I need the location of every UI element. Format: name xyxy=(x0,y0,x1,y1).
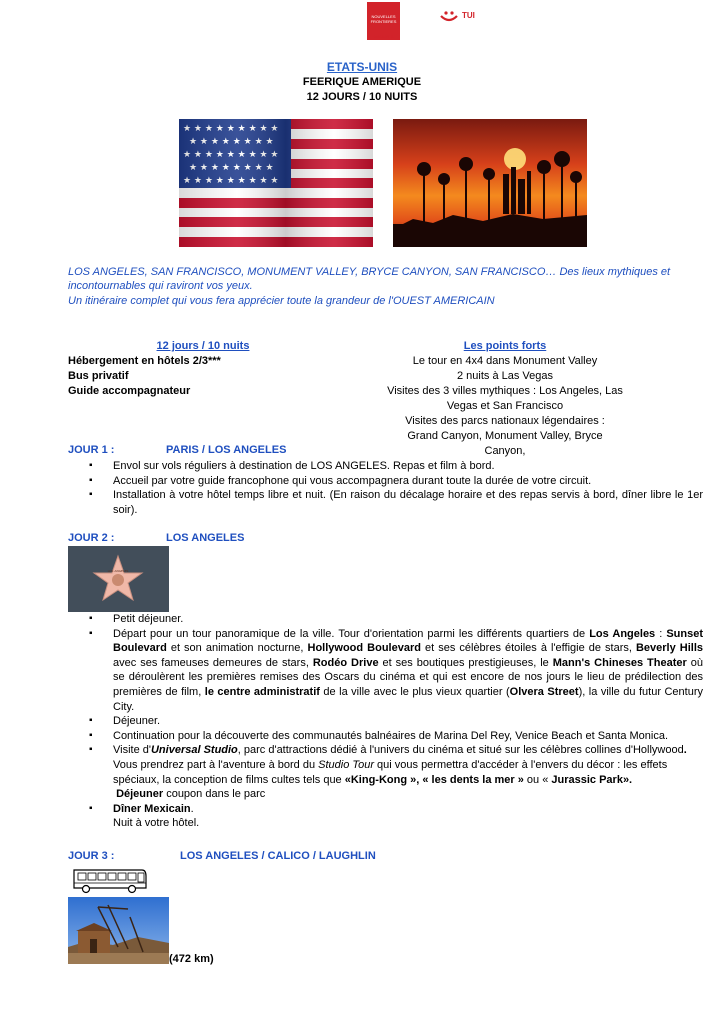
day-1-label: JOUR 1 : xyxy=(68,444,115,456)
list-item: Nuit à votre hôtel. xyxy=(113,817,200,830)
text-span: de la ville avec le plus vieux quartier ( xyxy=(319,685,510,698)
star-text: LOS ANGELES xyxy=(107,569,129,573)
day-2-heading xyxy=(68,532,244,544)
intro-subtext: Un itinéraire complet qui vous fera apprécier toute la grandeur de l'OUEST AMERICAIN xyxy=(68,295,495,307)
summary-right-title: Les points forts xyxy=(463,340,547,352)
bold-text: Mann's Chineses Theater xyxy=(552,656,687,669)
bold-text: Beverly Hills xyxy=(635,642,703,655)
bold-text: . xyxy=(683,744,687,757)
day-2-list xyxy=(68,612,703,831)
day-3-label: JOUR 3 : xyxy=(68,850,115,862)
bold-text: «King-Kong », « les dents la mer » xyxy=(344,773,524,786)
list-item: ▪ Continuation pour la découverte des communautés balnéaires de Marina Del Rey, Venice Beach et Santa Monica. xyxy=(68,729,703,744)
bus-icon xyxy=(72,866,148,894)
highlight-item: Visites des 3 villes mythiques : Los Angeles, Las Vegas et San Francisco xyxy=(387,385,623,412)
day-3-distance: (472 km) xyxy=(169,953,214,965)
bold-text: Jurassic Park». xyxy=(551,773,633,786)
summary-left-item: Bus privatif xyxy=(68,370,129,382)
highlight-item: 2 nuits à Las Vegas xyxy=(456,370,553,382)
us-flag-image xyxy=(179,119,373,247)
logo-subtitle: GROUPES xyxy=(373,34,394,39)
intro-text: LOS ANGELES, SAN FRANCISCO, MONUMENT VALLEY, BRYCE CANYON, SAN FRANCISCO… Des lieux mythiques et incontournables qui raviront vos yeux. xyxy=(68,266,671,292)
italic-text: Studio Tour xyxy=(318,758,374,771)
day-1-list xyxy=(68,459,703,517)
text-span: Vous prendrez part à l'aventure à bord du xyxy=(113,758,319,771)
list-item: ▪ Petit déjeuner. xyxy=(68,612,703,627)
text-span: . xyxy=(190,802,194,815)
text-span: avec ses fameuses demeures de stars, xyxy=(113,656,313,669)
summary-left-item: Hébergement en hôtels 2/3*** xyxy=(68,355,221,367)
los-angeles-sunset-image xyxy=(393,119,587,247)
bold-text: Rodéo Drive xyxy=(312,656,379,669)
day-1-heading xyxy=(68,444,286,456)
day-1-title: PARIS / LOS ANGELES xyxy=(166,444,287,456)
text-span: et son animation nocturne, xyxy=(166,642,308,655)
day-2-label: JOUR 2 : xyxy=(68,532,115,544)
text-span: Départ pour un tour panoramique de la ville. Tour d'orientation parmi les différents quartiers de xyxy=(113,627,590,640)
text-span: qui vous permettra d'accéder à l'envers du décor : les effets spéciaux, la conception de films cultes tels que xyxy=(113,758,668,786)
text-span: : xyxy=(655,627,667,640)
bold-text: Déjeuner xyxy=(116,788,164,801)
text-span: Visite d' xyxy=(113,744,151,757)
list-item: ▪ Accueil par votre guide francophone qui vous accompagnera durant toute la durée de votre circuit. xyxy=(68,474,703,489)
day-3-title: LOS ANGELES / CALICO / LAUGHLIN xyxy=(180,850,376,862)
bold-text: Olvera Street xyxy=(509,685,579,698)
summary-left-item: Guide accompagnateur xyxy=(68,385,191,397)
logo-line-1: NOUVELLES xyxy=(371,14,396,19)
list-item: ▪ Déjeuner. xyxy=(68,714,703,729)
duration-title: 12 JOURS / 10 NUITS xyxy=(306,91,418,103)
summary-left-list xyxy=(68,354,358,399)
day-3-heading xyxy=(68,850,376,862)
bold-italic-text: Universal Studio xyxy=(150,744,238,757)
list-item xyxy=(68,743,703,801)
country-title: ETATS-UNIS xyxy=(326,60,398,74)
list-item: ▪ Installation à votre hôtel temps libre et nuit. (En raison du décalage horaire et des repas servis à bord, dîner libre le 1er soir). xyxy=(68,488,703,517)
tui-logo-text: TUI xyxy=(462,11,475,20)
text-span: coupon dans le parc xyxy=(163,788,266,801)
summary-left-title: 12 jours / 10 nuits xyxy=(156,340,250,352)
bold-text: Sunset Boulevard xyxy=(113,627,704,655)
list-item xyxy=(68,802,703,817)
logo-line-2: FRONTIERES xyxy=(370,19,397,24)
text-span: ou « xyxy=(523,773,552,786)
calico-ghost-town-image xyxy=(68,897,169,964)
text-span: et ses boutiques prestigieuses, le xyxy=(378,656,553,669)
summary-right-list xyxy=(350,354,660,459)
tour-title: FEERIQUE AMERIQUE xyxy=(302,76,422,88)
list-item xyxy=(68,627,703,715)
day-2-title: LOS ANGELES xyxy=(166,532,245,544)
bold-text: Hollywood Boulevard xyxy=(307,642,421,655)
text-span: et ses célèbres étoiles à l'effigie de stars, xyxy=(420,642,636,655)
text-span: , parc d'attractions dédié à l'univers du cinéma et situé sur les célèbres collines d'Hollywood xyxy=(237,744,684,757)
highlight-item: Visites des parcs nationaux légendaires : Grand Canyon, Monument Valley, Bryce Canyon, xyxy=(405,415,605,457)
highlight-item: Le tour en 4x4 dans Monument Valley xyxy=(412,355,598,367)
bold-text: le centre administratif xyxy=(204,685,320,698)
text-span: où se déroulèrent les premières remises des Oscars du cinéma et qui est encore de nos jours le lieu de prédilection des premières de film, xyxy=(113,656,703,698)
list-item: ▪ Envol sur vols réguliers à destination de LOS ANGELES. Repas et film à bord. xyxy=(68,459,703,474)
text-span: ), la ville du futur Century City. xyxy=(113,685,703,713)
bold-text: Dîner Mexicain xyxy=(113,802,191,815)
walk-of-fame-star-image xyxy=(68,546,169,612)
bold-text: Los Angeles xyxy=(589,627,656,640)
